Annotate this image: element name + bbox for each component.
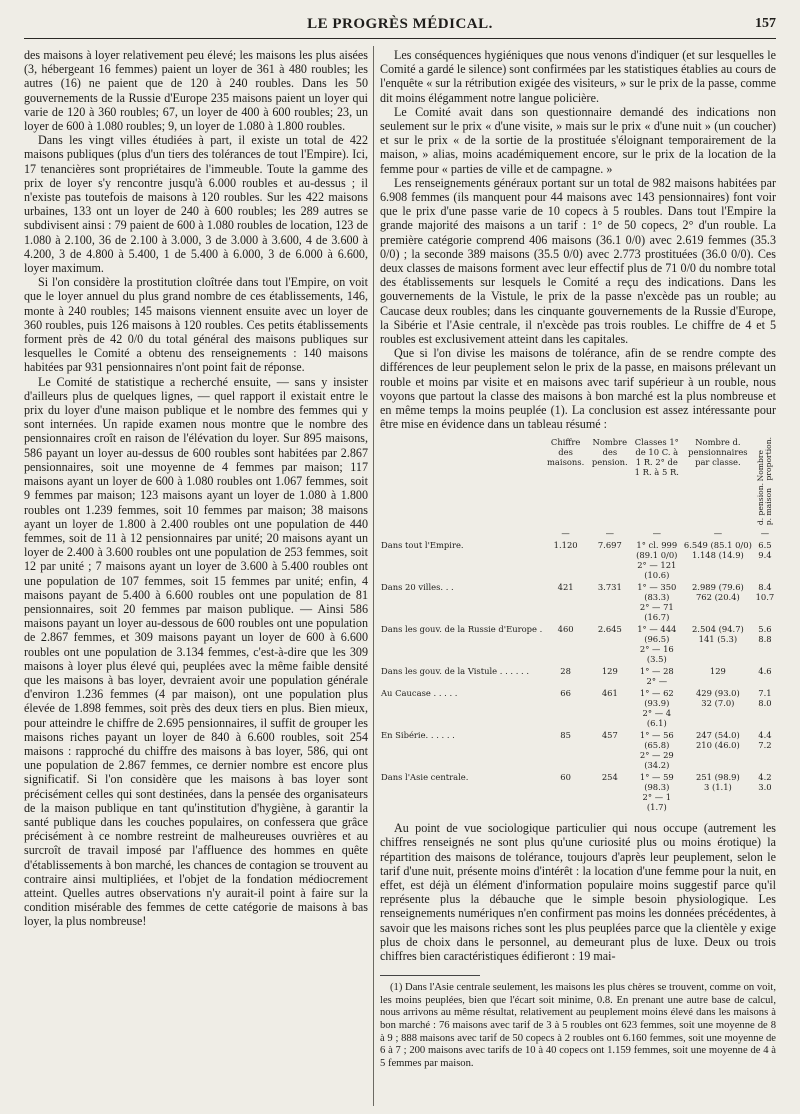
table-cell-proportion	[754, 771, 776, 813]
table-cell-nombre-line: 3 (1.1)	[703, 782, 732, 793]
paragraph: Au point de vue sociologique particulier qui nous occupe (autrement les chiffres renseignés ne sont plus qu'une curiosité plus ou moins érotique) la répartition des maisons de tolérance, toujours d'après leur peuplement, selon le tarif d'une nuit, présente moins d'intérêt : la location d'une femme pour la nuit, en effet, est déjà un élément d'information populaire moins suggestif parce qu'il représente plus la débauche que le simple besoin physiologique. Les renseignements numériques n'en confirment pas moins les données précédentes, à savoir que les maisons riches sont les plus peuplées parce que la clientèle y exige plus de choix dans le personnel, au demeurant plus de luxe. Deux ou trois chiffres bien caractéristiques édifieront : 19 mai-	[380, 821, 776, 963]
footnote: (1) Dans l'Asie centrale seulement, les maisons les plus chères se trouvent, comme on voit, les moins peuplées, bien que l'écart soit minime, 0.8. En prenant une autre base de calcul, nous arrivons au même résultat, relativement au peuplement moins élevé dans les maisons à bon marché : 76 maisons avec tarif de 3 à 5 roubles ont 623 femmes, soit une moyenne de 8 à 9 ; 888 maisons avec tarif de 50 copecs à 2 roubles ont 6.160 femmes, soit une moyenne de 6 à 7 ; 200 maisons avec tarifs de 10 à 40 copecs ont 1.159 femmes, soit une moyenne de 4 à 5 femmes par maison.	[380, 982, 776, 1069]
table-row	[380, 623, 776, 665]
table-cell-nombre-line: 6.549 (85.1 0/0)	[683, 540, 752, 551]
paragraph: Que si l'on divise les maisons de tolérance, afin de se rendre compte des différences de leur peuplement selon le prix de la passe, en maisons prélevant un rouble et moins par visite et en maisons avec tarif supérieur à un rouble, nous voyons que partout la classe des maisons à bon marché est la plus nombreuse et en même temps la moins peuplée (1). La conclusion est assez intéressante pour être mise en évidence dans un tableau résumé :	[380, 346, 776, 432]
paragraph: Le Comité avait dans son questionnaire demandé des indications non seulement sur le prix « d'une visite, » mais sur le prix « d'une nuit » (un coucher) et sur le prix « de la sortie de la prostituée s'éloignant temporairement de la maison, » alias, moins académiquement encore, sur le prix de la location de la femme pour « parties de ville et de campagne. »	[380, 104, 776, 176]
table-cell-classes-line: 2° — 71 (16.7)	[639, 602, 674, 623]
paragraph: Les renseignements généraux portant sur un total de 982 maisons habitées par 6.908 femmes (ils manquent pour 44 maisons avec 143 pensionnaires) font voir que le prix d'une passe varie de 10 copecs à 5 roubles. Dans tout l'Empire la grande majorité des maisons a un tarif : 1° de 50 copecs, 2° d'un rouble. La première catégorie comprend 406 maisons (36.1 0/0) avec 2.619 femmes (35.3 0/0) ; la seconde 389 maisons (35.5 0/0) avec 2.773 prostituées (36.0 0/0). Ces deux classes de maisons forment avec leur effectif plus de 71 0/0 du nombre total des établissements sur lesquels le Comité a reçu des indications. Dans les gouvernements de la Vistule, le prix de la passe n'excède pas un rouble; au Caucase deux roubles; dans les cinquante gouvernements de la Russie d'Europe, la Sibérie et l'Asie centrale, il n'excède pas trois roubles. Le chiffre de 4 et 5 roubles est exclusivement atteint dans les capitales.	[380, 175, 776, 347]
table-cell-pension: 254	[601, 772, 618, 783]
table-cell-pension: 461	[601, 688, 618, 699]
paragraph: Les conséquences hygiéniques que nous venons d'indiquer (et sur lesquelles le Comité a gardé le silence) sont confirmées par les statistiques établies au cours de l'enquête « sur la rétribution exigée des visiteurs, » sur le prix de la passe, comme dit moins élégamment notre langue policière.	[380, 48, 776, 105]
table-cell-label: Dans tout l'Empire.	[381, 540, 464, 551]
table-row	[380, 539, 776, 581]
table-cell-classes-line: 2° — 121 (10.6)	[637, 560, 677, 581]
table-cell-label: Au Caucase . . . . .	[381, 688, 458, 699]
table-cell-label: Dans l'Asie centrale.	[381, 772, 469, 783]
page-number: 157	[755, 16, 776, 31]
table-cell-nombre-line: 2.989 (79.6)	[691, 582, 744, 593]
table-cell-proportion-line: 8.8	[758, 634, 772, 645]
table-cell-classes-line: 1° — 56 (65.8)	[639, 730, 674, 751]
table-cell-maisons: 66	[560, 688, 571, 699]
table-cell-classes	[632, 729, 682, 771]
table-cell-classes-line: 2° — 16 (3.5)	[639, 644, 674, 665]
table-cell-classes	[632, 623, 682, 665]
table-cell-proportion-line	[755, 676, 775, 686]
table-cell-nombre-line: 129	[709, 666, 726, 677]
right-column	[380, 48, 776, 1108]
table-header-maisons: Chiffre des maisons.	[546, 437, 585, 468]
table-cell-nombre-line: 251 (98.9)	[695, 772, 740, 783]
table-row	[380, 687, 776, 729]
table-cell-proportion-line: 8.0	[758, 698, 772, 709]
table-cell-nombre-line: 762 (20.4)	[695, 592, 740, 603]
summary-table	[380, 437, 776, 813]
table-row	[380, 581, 776, 623]
table-cell-proportion	[754, 687, 776, 729]
table-header-nombre: Nombre d. pensionnaires par classe.	[688, 437, 748, 468]
table-cell-proportion-line: 7.1	[758, 688, 772, 699]
table-cell-nombre-line: 2.504 (94.7)	[691, 624, 744, 635]
table-cell-pension: 129	[601, 666, 618, 677]
column-divider	[373, 46, 374, 1106]
table-cell-label: En Sibérie. . . . . .	[381, 730, 455, 741]
table-cell-maisons: 60	[560, 772, 571, 783]
table-cell-nombre	[682, 771, 754, 813]
table-cell-classes-line: 2° —	[646, 676, 668, 687]
table-cell-proportion-line: 4.4	[758, 730, 772, 741]
table-cell-maisons: 28	[560, 666, 571, 677]
table-cell-proportion-line: 4.6	[758, 666, 772, 677]
table-cell-nombre-line: 429 (93.0)	[695, 688, 740, 699]
table-cell-label: Dans 20 villes. . .	[381, 582, 454, 593]
table-cell-pension: 457	[601, 730, 618, 741]
table-cell-pension: 3.731	[597, 582, 622, 593]
paragraph: Dans les vingt villes étudiées à part, il existe un total de 422 maisons publiques (plus d'un tiers des tolérances de tout l'Empire). Ici, 17 tenancières sont propriétaires de l'immeuble. Toute la gamme des prix de loyer s'y rencontre jusqu'à 6.000 roubles et au-dessus ; il n'existe pas toutefois de maisons à 120 roubles. Sur les 422 maisons urbaines, 133 ont un loyer de 240 à 600 roubles; les 289 autres se subdivisent ainsi : 79 paient de 600 à 1.080 roubles de location, 123 de 1.080 à 2.100, 36 de 2.100 à 3.000, 3 de 3.000 à 3.600, 4 de 3.600 à 4.200, 3 de 4.800 à 5.400, 1 de 5.400 à 6.000, 3 de 6.000 à 6.600, loyer maximum.	[24, 133, 368, 276]
table-cell-nombre	[682, 539, 754, 581]
table-cell-classes	[632, 581, 682, 623]
table-cell-classes-line: 1° — 62 (93.9)	[639, 688, 674, 709]
table-cell-nombre-line: 247 (54.0)	[695, 730, 740, 741]
table-cell-proportion-line: 3.0	[758, 782, 772, 793]
table-cell-classes-line: 1° — 28	[639, 666, 674, 677]
footnote-rule	[380, 975, 480, 976]
table-cell-label: Dans les gouv. de la Vistule . . . . . .	[381, 666, 530, 677]
table-header-classes: Classes 1° de 10 C. à 1 R. 2° de 1 R. à 5 R.	[634, 437, 679, 478]
table-header-pension: Nombre des pension.	[591, 437, 628, 468]
table-header-proportion-3: d. pension.	[755, 482, 765, 526]
table-cell-proportion-line: 6.5	[758, 540, 772, 551]
table-cell-nombre-line: 32 (7.0)	[701, 698, 735, 709]
table-cell-classes	[632, 665, 682, 687]
table-cell-nombre-line: 1.148 (14.9)	[691, 550, 744, 561]
table-cell-nombre	[682, 729, 754, 771]
table-cell-maisons: 421	[557, 582, 574, 593]
page-header	[24, 14, 776, 39]
table-cell-nombre-line	[683, 676, 753, 686]
table-header-empty	[380, 437, 543, 527]
paragraph: des maisons à loyer relativement peu élevé; les maisons les plus aisées (3, hébergeant 16 femmes) paient un loyer de 361 à 480 roubles; les autres (16) ne paient que de 120 à 240 roubles. Dans les 50 gouvernements de la Russie d'Europe 235 maisons paient un loyer qui varie de 120 à 360 roubles; 67, un loyer de 400 à 600 roubles; 23, un loyer de 600 à 1.080 roubles; 9, un loyer de 1.080 à 1.800 roubles.	[24, 48, 368, 134]
table-header-proportion	[754, 437, 776, 527]
table-cell-maisons: 460	[557, 624, 574, 635]
table-cell-classes-line: 1° — 59 (98.3)	[639, 772, 674, 793]
table-cell-classes	[632, 539, 682, 581]
table-cell-pension: 7.697	[597, 540, 622, 551]
paragraph: Le Comité de statistique a recherché ensuite, — sans y insister d'ailleurs plus de quelques lignes, — quel rapport il existait entre le prix du loyer d'une maison publique et le nombre des femmes qui y sont internées. Un rapide examen nous montre que le nombre des pensionnaires croît en raison de l'élévation du loyer. Sur 895 maisons, 586 payant un loyer au-dessus de 600 roubles sont habitées par 2.867 pensionnaires, soit une moyenne de 4 femmes par maison; 117 maisons ayant un loyer de 600 à 1.080 roubles ont 1.067 femmes, soit 9 femmes par maison; 123 maisons ayant un loyer de 1.080 à 1.800 roubles ont 1.239 femmes, soit 10 femmes par maison; 38 maisons ayant un loyer de 1.800 à 2.400 roubles ont une population de 440 femmes, soit de 11 à 12 pensionnaires par unité; 20 maisons ayant un loyer de 2.400 à 3.600 roubles ont une population de 253 femmes, soit 12 par unité ; 7 maisons ayant un loyer de 3.600 à 5.400 roubles ont une population de 107 femmes, soit 15 femmes par unité; enfin, 4 maisons payant de 5.400 à 6.600 roubles ont une population de 81 pensionnaires, soit 20 femmes par maison publique. — Ainsi 586 maisons payant un loyer au-dessous de 600 roubles ont une population de 2.867 femmes, et 309 maisons payant un loyer de 600 à 6.600 roubles ont une population de 3.134 femmes, c'est-à-dire que les 309 maisons à loyer plus élevé qui, peuplées avec la même faible densité que les maisons à bas loyer, devraient avoir une population générale d'environ 1.236 femmes (4 par maison), ont une population plus élevée de 1.898 femmes, soit près des deux tiers en plus. Bien mieux, pour atteindre le chiffre de 2.695 pensionnaires, il suffit de grouper les maisons riches payant un loyer de 840 à 6.600 roubles, soit 254 maisons : rapproché du chiffre des maisons à bas loyer, 586, qui ont une population de 2.867 femmes, ce dernier nombre est encore plus significatif. Si l'on considère que les maisons à bas loyer sont précisément celles qui sont destinées, dans la pensée des organisateurs de la maison publique en tant qu'institution d'hygiène, à garantir la santé publique dans les couches populaires, on confessera que grâce précisément à ce nombre restreint de malheureuses ouvrières et au surcroît de travail imposé par l'affluence des hommes en quête d'établissements à bon marché, les chances de contagion se trouvent au contraire ainsi multipliées, et l'objet de la fondation médiocrement atteint. Quelles autres observations n'y aurait-il point à faire sur la condition misérable des femmes de cette catégorie de maisons à bas loyer, la plus nombreuse!	[24, 374, 368, 929]
table-cell-proportion-line: 4.2	[758, 772, 772, 783]
table-cell-proportion	[754, 665, 776, 687]
table-row	[380, 665, 776, 687]
table-header-proportion-2: proportion.	[763, 437, 773, 481]
table-cell-nombre	[682, 581, 754, 623]
table-cell-proportion-line: 10.7	[755, 592, 775, 603]
table-header-proportion-1: Nombre	[755, 449, 765, 481]
table-cell-classes-line: 1° cl. 999 (89.1 0/0)	[636, 540, 678, 561]
table-cell-proportion	[754, 581, 776, 623]
table-cell-proportion-line: 7.2	[758, 740, 772, 751]
table-cell-nombre	[682, 665, 754, 687]
table-body	[380, 539, 776, 813]
table-cell-label: Dans les gouv. de la Russie d'Europe .	[381, 624, 543, 635]
table-cell-classes-line: 1° — 350 (83.3)	[637, 582, 677, 603]
table-cell-classes	[632, 771, 682, 813]
table-cell-classes-line: 1° — 444 (96.5)	[637, 624, 677, 645]
table-cell-proportion-line: 5.6	[758, 624, 772, 635]
table-cell-proportion	[754, 729, 776, 771]
table-cell-classes-line: 2° — 29 (34.2)	[639, 750, 674, 771]
table-header-proportion-4: p. maison	[763, 487, 773, 526]
table-cell-nombre	[682, 687, 754, 729]
table-cell-proportion	[754, 623, 776, 665]
table-cell-nombre	[682, 623, 754, 665]
table-cell-nombre-line: 141 (5.3)	[698, 634, 738, 645]
table-cell-classes-line: 2° — 4 (6.1)	[642, 708, 672, 729]
paragraph: Si l'on considère la prostitution cloîtrée dans tout l'Empire, on voit que le loyer annuel du plus grand nombre de ces établissements, 146, monte à 240 roubles; 145 maisons viennent ensuite avec un loyer de 360 roubles, puis 126 maisons à 120 roubles. Ces petits établissements forment près de 42 0/0 du total général des maisons publiques sur lesquelles le Comité a obtenu des renseignements : 140 maisons habitées par 931 pensionnaires n'ont point fait de réponse.	[24, 275, 368, 375]
table-cell-maisons: 85	[560, 730, 571, 741]
table-dash-row: — — — — —	[561, 528, 770, 539]
running-title: LE PROGRÈS MÉDICAL.	[307, 16, 493, 32]
table-row	[380, 771, 776, 813]
table-cell-proportion	[754, 539, 776, 581]
table-cell-nombre-line: 210 (46.0)	[695, 740, 740, 751]
table-cell-proportion-line: 9.4	[758, 550, 772, 561]
table-cell-classes-line: 2° — 1 (1.7)	[642, 792, 672, 813]
table-row	[380, 729, 776, 771]
table-cell-pension: 2.645	[597, 624, 622, 635]
left-column	[24, 48, 368, 1108]
table-cell-classes	[632, 687, 682, 729]
table-cell-maisons: 1.120	[553, 540, 578, 551]
table-cell-proportion-line: 8.4	[758, 582, 772, 593]
